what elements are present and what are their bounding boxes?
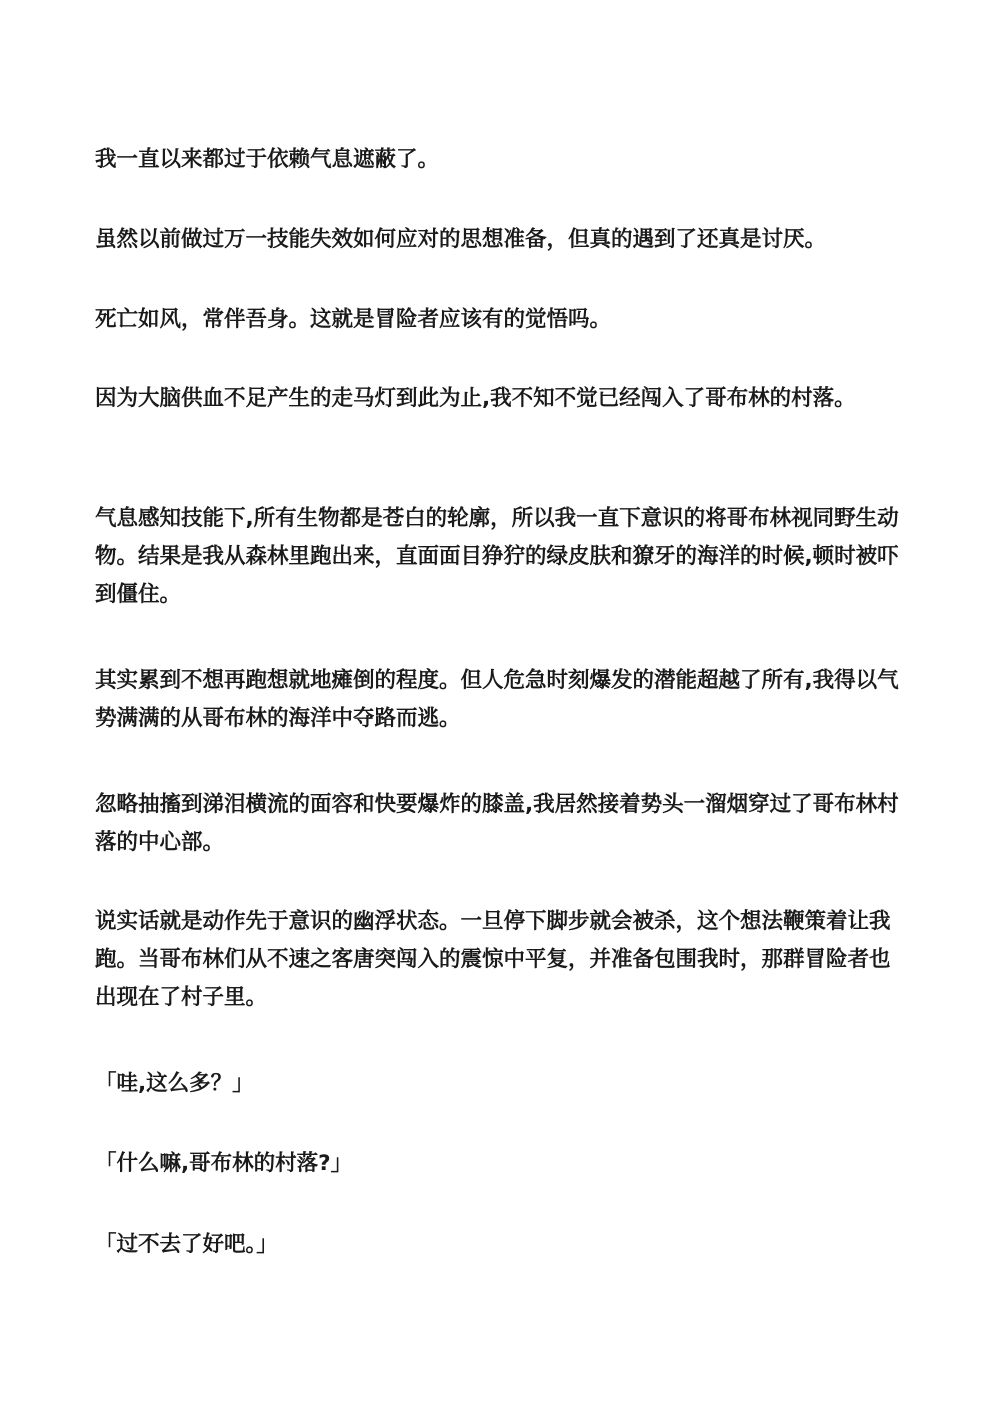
paragraph-2: 虽然以前做过万一技能失效如何应对的思想准备，但真的遇到了还真是讨厌。 [95, 227, 827, 252]
dialogue-2: 「什么嘛,哥布林的村落?」 [95, 1151, 353, 1176]
paragraph-1: 我一直以来都过于依赖气息遮蔽了。 [95, 147, 440, 172]
paragraph-8: 说实话就是动作先于意识的幽浮状态。一旦停下脚步就会被杀，这个想法鞭策着让我跑。当哥布林们从不速之客唐突闯入的震惊中平复，并准备包围我时，那群冒险者也出现在了村子里。 [95, 909, 891, 1010]
paragraph-6: 其实累到不想再跑想就地瘫倒的程度。但人危急时刻爆发的潜能超越了所有,我得以气势满满的从哥布林的海洋中夺路而逃。 [95, 668, 899, 731]
paragraph-4: 因为大脑供血不足产生的走马灯到此为止,我不知不觉已经闯入了哥布林的村落。 [95, 386, 856, 411]
paragraph-5: 气息感知技能下,所有生物都是苍白的轮廓，所以我一直下意识的将哥布林视同野生动物。结果是我从森林里跑出来，直面面目狰狞的绿皮肤和獠牙的海洋的时候,顿时被吓到僵住。 [95, 506, 899, 607]
paragraph-7: 忽略抽搐到涕泪横流的面容和快要爆炸的膝盖,我居然接着势头一溜烟穿过了哥布林村落的中心部。 [95, 792, 899, 855]
paragraph-3: 死亡如风，常伴吾身。这就是冒险者应该有的觉悟吗。 [95, 307, 612, 332]
dialogue-3: 「过不去了好吧。」 [95, 1232, 278, 1257]
dialogue-1: 「哇,这么多？」 [95, 1071, 254, 1096]
